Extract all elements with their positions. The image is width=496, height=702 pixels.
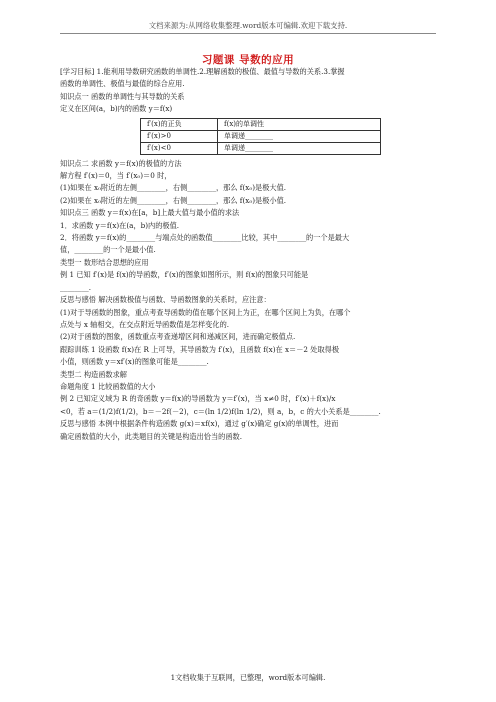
table-cell: f′(x)>0 — [141, 130, 218, 142]
knowledge-point-2-heading: 知识点二 求函数 y＝f(x)的极值的方法 — [60, 158, 182, 168]
knowledge-point-1-heading: 知识点一 函数的单调性与其导数的关系 — [60, 91, 185, 101]
table-header-row — [141, 118, 381, 130]
learning-goals-line-2: 函数的单调性、极值与最值的综合应用. — [60, 79, 185, 89]
page-footer: 1文档收集于互联网，已整理，word版本可编辑. — [170, 673, 326, 682]
practice-1-line-2: 小值，则函数 y＝xf′(x)的图象可能是________. — [60, 357, 209, 367]
text-line: 值，________的一个是最小值. — [60, 245, 156, 255]
document-title: 习题课 导数的应用 — [201, 54, 295, 66]
learning-goals-line-1: [学习目标] 1.能利用导数研究函数的单调性.2.理解函数的极值、最值与导数的关系.3.掌握 — [60, 67, 345, 76]
table-cell: 单调递________ — [218, 142, 381, 154]
example-1-line-1: 例 1 已知 f′(x)是 f(x)的导函数，f′(x)的图象如图所示，则 f(x)的图象只可能是 — [60, 270, 309, 280]
monotonicity-table — [140, 118, 381, 155]
document-body — [60, 66, 436, 443]
text-line: (2)对于函数的图象，函数重点考查递增区间和递减区间，进而确定极值点. — [60, 332, 296, 342]
reflection-2-line-1: 反思与感悟 本例中根据条件构造函数 g(x)＝xf(x)，通过 g′(x)确定 g(x)的单调性，进而 — [60, 419, 339, 429]
text-line: 2．将函数 y＝f(x)的________与端点处的函数值________比较，其中________的一个是最大 — [60, 233, 350, 243]
table-row — [141, 130, 381, 142]
example-1-line-2: ________. — [60, 282, 92, 292]
text-line: (1)如果在 x₀附近的左侧________，右侧________，那么 f(x₀)是极大值. — [60, 183, 287, 193]
practice-1-line-1: 跟踪训练 1 设函数 f(x)在 R 上可导，其导函数为 f′(x)，且函数 f(x)在 x＝－2 处取得极 — [60, 344, 340, 354]
text-line: (2)如果在 x₀附近的左侧________，右侧________，那么 f(x₀)是极小值. — [60, 195, 287, 205]
table-header-cell: f(x)的单调性 — [218, 118, 381, 130]
table-cell: f′(x)<0 — [141, 142, 218, 154]
text-line: 1．求函数 y＝f(x)在(a，b)内的极值. — [60, 220, 180, 230]
type-2-heading: 类型二 构造函数求解 — [60, 369, 127, 379]
page-header: 文档来源为:从网络收集整理.word版本可编辑.欢迎下载支持. — [148, 21, 348, 30]
example-2-line-2: <0，若 a＝(1/2)f(1/2)，b＝－2f(－2)，c＝(ln 1/2)f(ln 1/2)，则 a，b，c 的大小关系是________. — [60, 406, 381, 416]
table-row — [141, 142, 381, 154]
reflection-2-line-2: 确定函数值的大小，此类题目的关键是构造出恰当的函数. — [60, 431, 242, 441]
header-rule — [60, 33, 436, 34]
table-cell: 单调递________ — [218, 130, 381, 142]
type-1-heading: 类型一 数形结合思想的应用 — [60, 257, 149, 267]
example-2-line-1: 例 2 已知定义域为 R 的奇函数 y＝f(x)的导函数为 y＝f′(x)，当 x≠0 时，f′(x)＋f(x)/x — [60, 394, 336, 404]
table-header-cell: f′(x)的正负 — [141, 118, 218, 130]
knowledge-point-3-heading: 知识点三 函数 y＝f(x)在[a，b]上最大值与最小值的求法 — [60, 208, 240, 218]
text-line: 解方程 f′(x)＝0，当 f′(x₀)＝0 时， — [60, 171, 172, 181]
proposition-angle-heading: 命题角度 1 比较函数值的大小 — [60, 381, 156, 391]
text-line: (1)对于导函数的图象，重点考查导函数的值在哪个区间上为正，在哪个区间上为负，在哪个 — [60, 307, 351, 317]
text-line: 点处与 x 轴相交，在交点附近导函数值是怎样变化的. — [60, 319, 230, 329]
reflection-heading: 反思与感悟 解决函数极值与函数、导函数图象的关系时，应注意： — [60, 295, 271, 305]
definition-line: 定义在区间(a，b)内的函数 y＝f(x) — [60, 104, 173, 114]
